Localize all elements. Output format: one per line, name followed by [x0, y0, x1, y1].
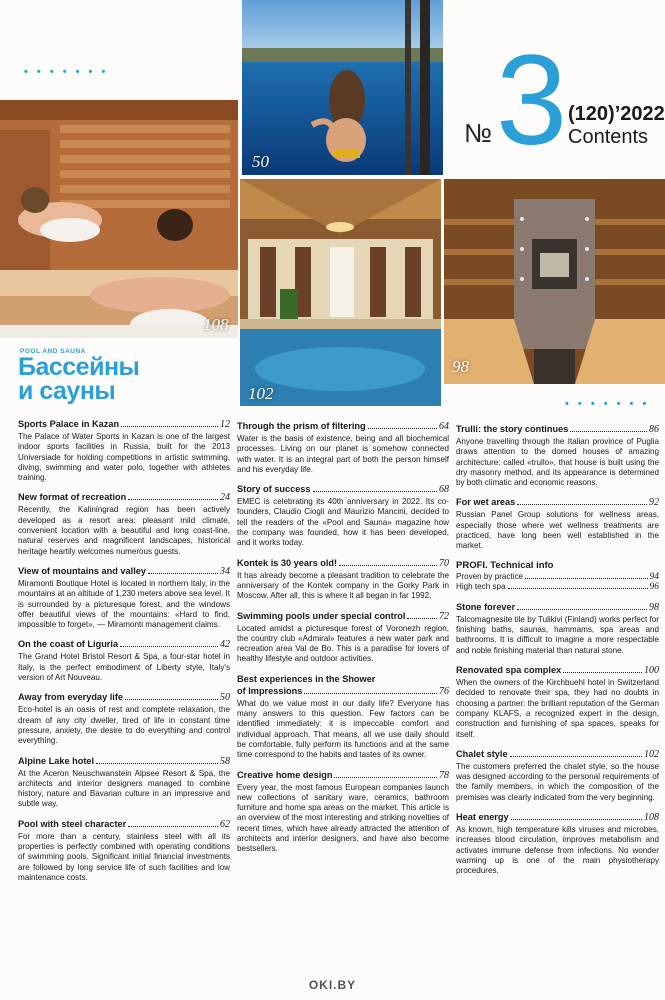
article-title[interactable]: Story of success [237, 484, 311, 495]
article-title[interactable]: of Impressions [237, 685, 303, 696]
article-page: 76 [439, 685, 449, 697]
article-summary: At the Aceron Neuschwanstein Alpsee Resort & Spa, the architects and interior designers managed to combine history, nature and Bavarian culture in an impressive and subtle way. [18, 768, 230, 809]
profi-item-page: 96 [649, 582, 659, 593]
leader-dots [96, 763, 218, 764]
article-summary: As known, high temperature kills viruses and microbes, increases blood circulation, improves metabolism and activates immune defense from infections. No wonder warming up is one of the main physiotherapy procedures. [456, 825, 659, 876]
article-summary: Eco-hotel is an oasis of rest and complete relaxation, the dream of any city dweller, tired of life in constant time pressure, anxiety, the desire to do everything and control everything. [18, 705, 230, 746]
article-title[interactable]: Chalet style [456, 748, 508, 759]
leader-dots [508, 588, 648, 589]
photo-page-number: 98 [452, 357, 469, 376]
article-title[interactable]: Alpine Lake hotel [18, 755, 95, 766]
article-page: 92 [649, 497, 659, 509]
article-title[interactable]: View of mountains and valley [18, 565, 146, 576]
article-entry[interactable] [456, 423, 659, 488]
leader-dots [511, 819, 642, 820]
article-page: 86 [649, 424, 659, 435]
article-entry[interactable] [456, 664, 659, 740]
article-title[interactable]: Sports Palace in Kazan [18, 419, 120, 429]
article-summary: Recently, the Kaliningrad region has been actively developed as a resort area: pleasant mild climate, convenient location with a beautiful and long coast-line, natural reserves and magnificent landscapes, historical heritage heartily welcomes numerous guests. [18, 505, 230, 556]
article-page: 62 [220, 818, 230, 830]
section-title-line1: Бассейны [18, 353, 140, 381]
leader-dots [334, 777, 437, 778]
article-entry[interactable] [237, 420, 449, 475]
article-page: 24 [220, 492, 230, 504]
article-title[interactable]: For wet areas [456, 497, 516, 508]
leader-dots [407, 618, 437, 619]
leader-dots [120, 646, 218, 647]
leader-dots [128, 826, 218, 827]
issue-number: 3 [496, 29, 568, 172]
article-entry[interactable] [237, 483, 449, 548]
leader-dots [304, 693, 437, 694]
article-summary: Talcomagnesite tile by Tulikivi (Finland) works perfect for finishing baths, saunas, hammams, spa areas and bathrooms. It is difficult to imagine a more respectable and noble finishing material than natural stone. [456, 614, 659, 655]
leader-dots [148, 573, 218, 574]
leader-dots [525, 578, 647, 579]
article-summary: For more than a century, stainless steel with all its properties is perfectly combined with operating conditions of swimming pools. Significant initial financial investments are followed by long service life of such facilities and low maintenance costs. [18, 831, 230, 882]
photo-page-number: 108 [203, 315, 229, 334]
article-entry[interactable] [18, 638, 230, 683]
photo-stone-sauna [444, 179, 665, 384]
article-page: 78 [439, 769, 449, 781]
profi-item[interactable] [456, 582, 659, 593]
article-entry[interactable] [18, 491, 230, 556]
profi-block [456, 560, 659, 593]
article-entry[interactable] [456, 496, 659, 551]
article-title[interactable]: Heat energy [456, 812, 509, 823]
article-summary: Anyone travelling through the Italian province of Puglia draws attention to the domed houses of amazing architecture: called «trullo», that house is built using the dry masonry method, and its appearance is determined by both climatic and economic reasons. [456, 437, 659, 488]
profi-item-page: 94 [649, 571, 659, 582]
photo-sauna-women [0, 100, 238, 338]
article-page: 98 [649, 601, 659, 613]
photo-page-number: 102 [248, 384, 274, 403]
article-page: 42 [220, 639, 230, 651]
profi-item-label[interactable]: Proven by practice [456, 571, 524, 581]
article-title[interactable]: Trulli: the story continues [456, 424, 569, 434]
article-page: 58 [220, 755, 230, 767]
article-summary: The customers preferred the chalet style, so the house was designed according to the personal requirements of the family members, in which the composition of the premises was clearly indicated from the very beginning. [456, 761, 659, 802]
article-summary: Located amidst a picturesque forest of Voronezh region, the country club «Admiral» features a new water park and recreation area Val de Bo. This is a paradise for lovers of healthy lifestyle and outdoor activities. [237, 623, 449, 664]
section-title-line2: и сауны [18, 377, 116, 405]
article-entry[interactable] [456, 601, 659, 656]
article-entry[interactable] [18, 691, 230, 746]
decor-dots-right: • • • • • • • [565, 398, 650, 410]
article-page: 108 [644, 812, 659, 824]
leader-dots [517, 504, 647, 505]
article-entry[interactable] [237, 673, 449, 761]
article-summary: What do we value most in our daily life? Everyone has many answers to this question. Few factors can be identified immediately: it is impeccable comfort and individual approach. That means, all we use daily should be comfortable, fully perform its functions and at the same time correspond to the habits and tastes of its owner. [237, 698, 449, 760]
article-summary: The Grand Hotel Bristol Resort & Spa, a four-star hotel in Italy, is the perfect embodiment of Liberty style, Italy's version of Art Nouveau. [18, 652, 230, 683]
article-entry[interactable] [18, 418, 230, 483]
decor-dots-top-left: • • • • • • • [24, 66, 109, 78]
article-page: 64 [439, 421, 449, 432]
article-page: 102 [644, 748, 659, 760]
profi-item[interactable] [456, 572, 659, 583]
photo-infinity-pool [242, 0, 443, 175]
leader-dots [313, 491, 437, 492]
article-summary: The Palace of Water Sports in Kazan is one of the largest indoor sports facilities in Russia, built for the 2013 Universiade for holding competitions in artistic swimming, diving, swimming and water polo, together with athletes training. [18, 432, 230, 483]
article-title[interactable]: Through the prism of filtering [237, 421, 366, 431]
leader-dots [563, 672, 642, 673]
leader-dots [128, 499, 218, 500]
section-kicker: POOL AND SAUNA [20, 348, 86, 355]
article-page: 72 [439, 610, 449, 622]
profi-heading: PROFI. Technical info [456, 559, 554, 571]
leader-dots [517, 609, 647, 610]
article-title[interactable]: Away from everyday life [18, 692, 124, 703]
contents-column-3 [456, 423, 659, 885]
article-summary: Miramonti Boutique Hotel is located in northern Italy, in the mountains at an altitude of 1,230 meters above sea level. It is surrounded by a picturesque forest, and the windows offer beautiful views of the mountains: «Hard to find, impossible to forget», — Miramonti management claims. [18, 578, 230, 630]
article-entry[interactable] [237, 769, 449, 855]
profi-item-label[interactable]: High tech spa [456, 582, 506, 592]
article-entry[interactable] [237, 557, 449, 602]
article-title[interactable]: New format of recreation [18, 492, 127, 503]
article-summary: Every year, the most famous European companies launch new collections of sanitary ware, ceramics, bathroom furniture and home spa areas on the market. This article is an overview of the most interesting and striking novelties of recent times, which have already attracted the attention of architects and interior designers, and have also become bestsellers. [237, 782, 449, 854]
article-entry[interactable] [18, 818, 230, 883]
leader-dots [125, 699, 218, 700]
issue-number-symbol: № [464, 118, 492, 148]
article-summary: When the owners of the Kirchbuehl hotel in Switzerland decided to renovate their spa, they had no doubts in choosing a partner: the brilliant reputation of the German company KLAFS, a recognized expert in the design, construction and furnishing of spa spaces, speaks for itself. [456, 678, 659, 739]
article-summary: It has already become a pleasant tradition to celebrate the anniversary of the Kontek company in the Gorky Park in Moscow. After all, this is where it all began in far 1992. [237, 570, 449, 601]
article-entry[interactable] [237, 610, 449, 665]
photo-indoor-pool [240, 179, 441, 406]
article-page: 70 [439, 557, 449, 569]
section-title [18, 355, 139, 403]
leader-dots [121, 426, 218, 427]
article-page: 68 [439, 484, 449, 496]
article-title[interactable]: Swimming pools under special control [237, 610, 406, 621]
issue-edition: (120)’2022 [568, 103, 665, 125]
article-page: 12 [220, 419, 230, 430]
article-title[interactable]: Pool with steel character [18, 818, 127, 829]
article-title[interactable]: Kontek is 30 years old! [237, 557, 338, 568]
article-title[interactable]: Renovated spa complex [456, 665, 562, 676]
article-summary: Water is the basis of existence, being and all biochemical processes. Living on our planet is somehow connected with water. It is an integral part of both the person himself and his everyday life. [237, 434, 449, 474]
contents-column-1 [18, 418, 230, 891]
article-entry[interactable] [456, 811, 659, 876]
leader-dots [510, 756, 642, 757]
article-title-line1[interactable]: Best experiences in the Shower [237, 673, 376, 684]
article-page: 100 [644, 665, 659, 677]
article-title[interactable]: Stone forever [456, 601, 516, 612]
leader-dots [339, 565, 437, 566]
article-title[interactable]: On the coast of Liguria [18, 639, 119, 650]
article-summary: Russian Panel Group solutions for wellness areas, especially those where wet wellness treatments are practiced, have long been well established in the market. [456, 510, 659, 551]
article-page: 34 [220, 565, 230, 577]
photo-page-number: 50 [252, 152, 269, 171]
article-page: 50 [220, 692, 230, 704]
article-entry[interactable] [18, 565, 230, 630]
article-entry[interactable] [18, 755, 230, 810]
article-entry[interactable] [456, 748, 659, 803]
contents-label: Contents [568, 126, 649, 148]
article-title[interactable]: Creative home design [237, 769, 333, 780]
watermark: OKI.BY [308, 978, 357, 992]
contents-column-2 [237, 420, 449, 863]
leader-dots [570, 431, 647, 432]
leader-dots [368, 428, 437, 429]
article-summary: EMEC is celebrating its 40th anniversary in 2022. Its co-founders, Claudio Ciogli and Maurizio Mancini, decided to tell the readers of the «Pool and Sauna» magazine how the company was founded, how it has been developed, and it works today. [237, 497, 449, 548]
